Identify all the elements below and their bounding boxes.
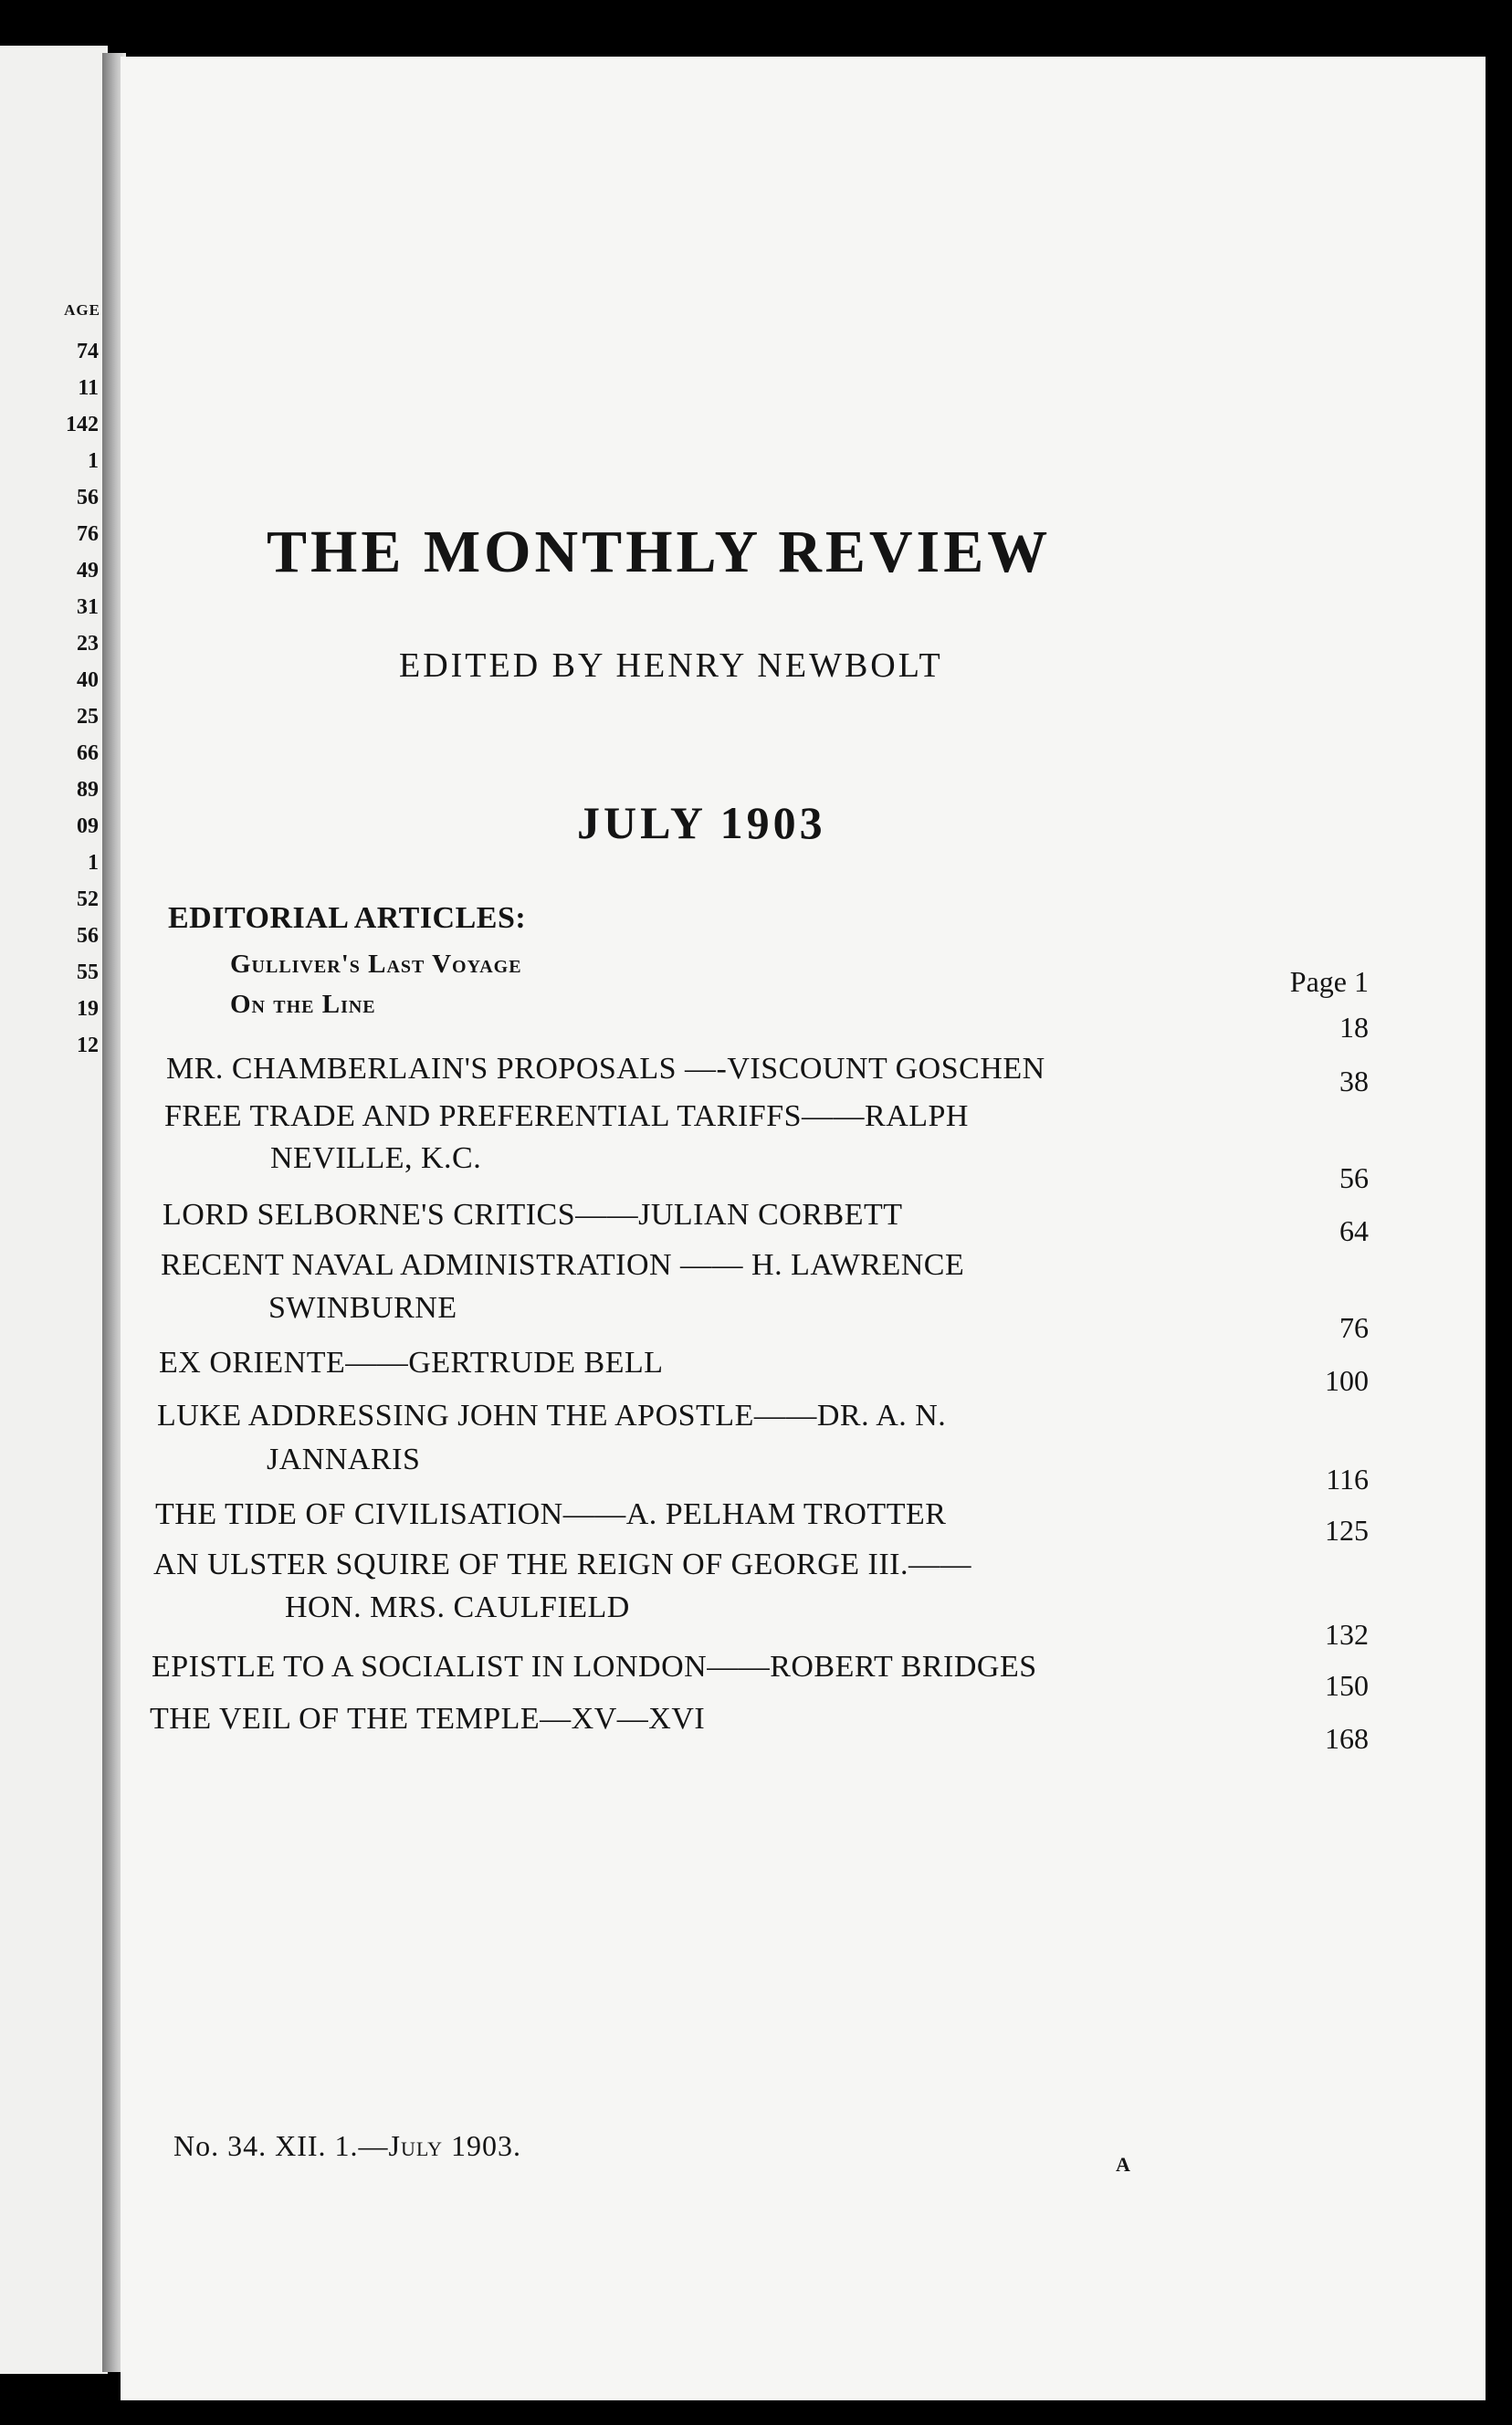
previous-page-number: 1 [88,851,99,875]
editorial-item-title: On the Line [230,990,376,1019]
previous-page-label: AGE [64,301,100,319]
contents-entry-line: EPISTLE TO A SOCIALIST IN LONDON——ROBERT BRIDGES [152,1650,1037,1684]
contents-entry-page: 116 [1326,1463,1369,1496]
contents-entry-page: 56 [1339,1161,1369,1194]
editorial-heading: EDITORIAL ARTICLES: [168,901,527,935]
journal-title: THE MONTHLY REVIEW [267,519,1052,585]
contents-entry-page: 64 [1339,1214,1369,1247]
previous-page-number: 89 [77,778,99,802]
issue-date: JULY 1903 [577,797,826,848]
editorial-item-page: Page 1 [1289,965,1369,998]
contents-entry-line: LORD SELBORNE'S CRITICS——JULIAN CORBETT [163,1198,903,1232]
contents-entry-line: EX ORIENTE——GERTRUDE BELL [159,1346,664,1380]
contents-entry-page: 168 [1325,1722,1369,1755]
editorial-item-page: 18 [1339,1011,1369,1044]
previous-page-number: 56 [77,924,99,948]
previous-page-strip [0,46,108,2374]
contents-entry-line: THE TIDE OF CIVILISATION——A. PELHAM TROTTER [155,1497,947,1531]
previous-page-number: 23 [77,632,99,656]
contents-entry-line: JANNARIS [267,1443,421,1476]
previous-page-number: 142 [66,413,99,436]
contents-entry-line: SWINBURNE [268,1291,457,1325]
contents-entry-page: 76 [1339,1311,1369,1344]
previous-page-number: 25 [77,705,99,729]
contents-entry-page: 38 [1339,1065,1369,1097]
previous-page-number: 11 [78,376,99,400]
contents-entry-line: MR. CHAMBERLAIN'S PROPOSALS —-VISCOUNT GOSCHEN [166,1052,1045,1086]
contents-entry-line: RECENT NAVAL ADMINISTRATION —— H. LAWRENCE [161,1248,965,1282]
previous-page-number: 66 [77,741,99,765]
issue-number-footer [173,2129,521,2163]
contents-entry-page: 125 [1325,1514,1369,1547]
previous-page-number: 09 [77,814,99,838]
previous-page-number: 74 [77,340,99,363]
contents-entry-line: FREE TRADE AND PREFERENTIAL TARIFFS——RALPH [164,1099,969,1133]
previous-page-number: 31 [77,595,99,619]
previous-page-number: 49 [77,559,99,583]
previous-page-number: 55 [77,961,99,984]
previous-page-number: 19 [77,997,99,1021]
contents-entry-line: HON. MRS. CAULFIELD [285,1590,630,1624]
contents-entry-line: LUKE ADDRESSING JOHN THE APOSTLE——DR. A. N. [157,1399,947,1433]
contents-entry-line: NEVILLE, K.C. [270,1141,482,1175]
previous-page-number: 40 [77,668,99,692]
contents-entry-page: 100 [1325,1364,1369,1397]
previous-page-number: 12 [77,1034,99,1057]
editorial-item-title: Gulliver's Last Voyage [230,950,522,979]
issue-number-prefix: No. 34. XII. 1.— [173,2129,389,2162]
signature-mark: A [1116,2153,1130,2176]
issue-number-month: July [388,2129,443,2162]
previous-page-number: 1 [88,449,99,473]
previous-page-number: 52 [77,887,99,911]
contents-entry-line: THE VEIL OF THE TEMPLE—XV—XVI [150,1702,706,1736]
contents-page [121,57,1486,2400]
editor-line: EDITED BY HENRY NEWBOLT [399,646,943,685]
previous-page-number: 56 [77,486,99,509]
previous-page-number: 76 [77,522,99,546]
issue-number-year: 1903. [443,2129,521,2162]
contents-entry-line: AN ULSTER SQUIRE OF THE REIGN OF GEORGE III.—— [153,1548,971,1581]
contents-entry-page: 132 [1325,1618,1369,1651]
contents-entry-page: 150 [1325,1669,1369,1702]
